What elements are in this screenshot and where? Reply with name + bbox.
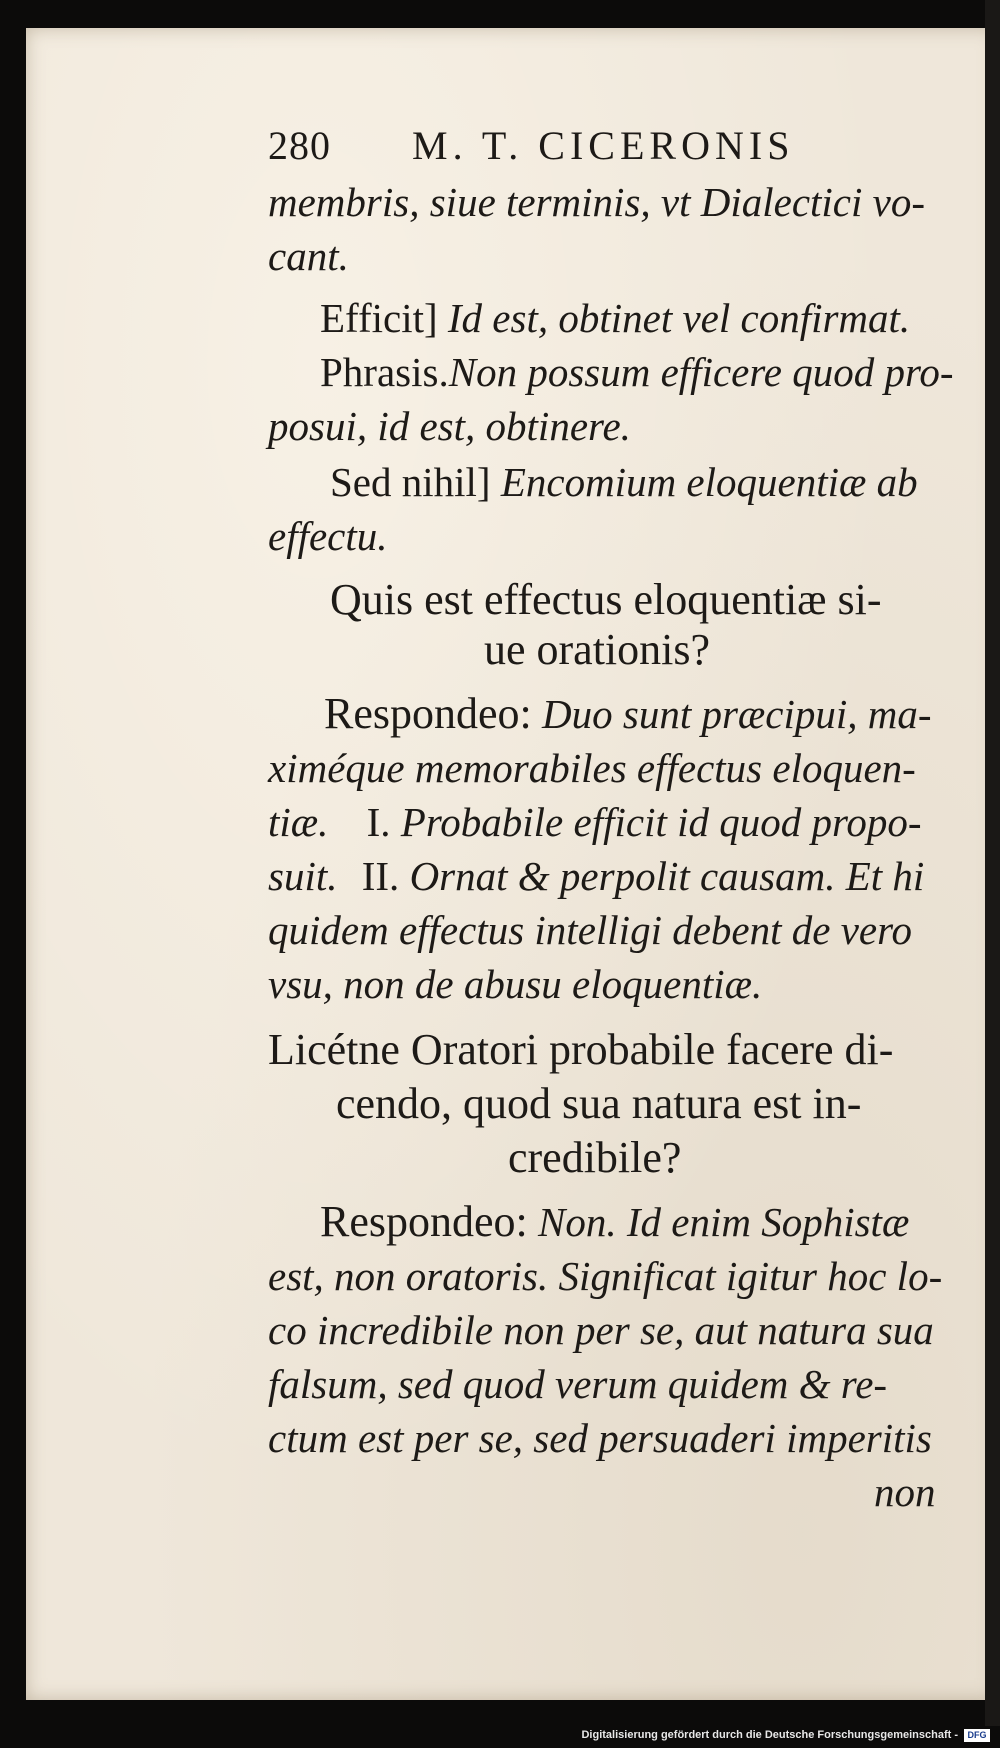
- text-line: [320, 1198, 909, 1246]
- text-line: quidem effectus intelligi debent de vero: [268, 907, 913, 953]
- text-line: falsum, sed quod verum quidem & re-: [268, 1361, 888, 1407]
- digitization-credit: Digitalisierung gefördert durch die Deutsche Forschungsgemeinschaft -: [581, 1729, 958, 1741]
- text-line: cant.: [268, 233, 349, 279]
- numeral: II.: [361, 853, 400, 899]
- text-line: ximéque memorabiles effectus eloquen-: [268, 745, 916, 791]
- text-line: posui, id est, obtinere.: [268, 403, 631, 449]
- text-line: [320, 294, 910, 342]
- page-edge: [985, 0, 1000, 1748]
- catchword: non: [874, 1469, 936, 1515]
- text-line: [268, 798, 922, 846]
- answer-text: tiæ.: [268, 799, 329, 845]
- text-line: [268, 852, 924, 900]
- gloss: Encomium eloquentiæ ab: [500, 459, 918, 505]
- dfg-logo-icon: DFG: [964, 1729, 990, 1742]
- numeral: I.: [366, 799, 391, 845]
- respondeo-label: Respondeo:: [320, 1197, 528, 1246]
- page-number: 280: [268, 123, 331, 168]
- answer-text: Duo sunt præcipui, ma-: [542, 691, 932, 737]
- question-heading: Quis est effectus eloquentiæ si-: [330, 575, 882, 624]
- question-heading: Licétne Oratori probabile facere di-: [268, 1025, 894, 1074]
- lemma: Sed nihil]: [330, 459, 491, 505]
- question-heading: credibile?: [508, 1133, 682, 1182]
- text-line: [324, 690, 932, 738]
- question-heading: ue orationis?: [484, 625, 711, 674]
- gloss: Id est, obtinet vel confirmat.: [447, 295, 911, 341]
- text-line: vsu, non de abusu eloquentiæ.: [268, 961, 763, 1007]
- lemma: Phrasis.: [320, 349, 449, 395]
- text-line: est, non oratoris. Significat igitur hoc lo-: [268, 1253, 943, 1299]
- answer-text: suit.: [268, 853, 338, 899]
- question-heading: cendo, quod sua natura est in-: [336, 1079, 862, 1128]
- answer-text: Ornat & perpolit causam. Et hi: [409, 853, 925, 899]
- lemma: Efficit]: [320, 295, 438, 341]
- gloss: Non possum efficere quod pro-: [448, 349, 954, 395]
- answer-text: Non. Id enim Sophistæ: [538, 1199, 910, 1245]
- text-line: effectu.: [268, 513, 388, 559]
- answer-text: Probabile efficit id quod propo-: [400, 799, 922, 845]
- text-line: ctum est per se, sed persuaderi imperitis: [268, 1415, 932, 1461]
- respondeo-label: Respondeo:: [324, 689, 532, 738]
- text-line: [320, 348, 954, 396]
- text-line: co incredibile non per se, aut natura sua: [268, 1307, 934, 1353]
- text-line: membris, siue terminis, vt Dialectici vo-: [268, 179, 926, 225]
- text-line: [330, 458, 918, 506]
- running-head-title: M. T. CICERONIS: [412, 123, 795, 168]
